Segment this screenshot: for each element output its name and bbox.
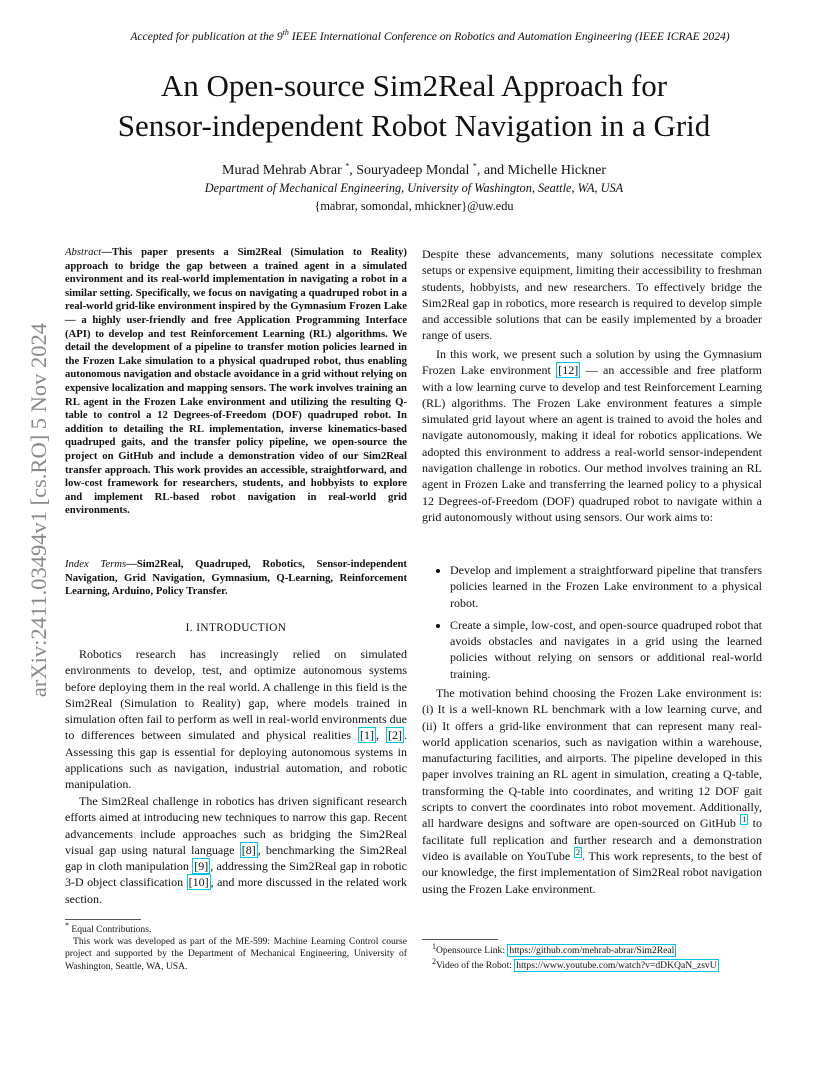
note-superscript: th [282, 28, 289, 38]
abstract-text: —This paper presents a Sim2Real (Simulation to Reality) approach to bridge the gap between a trained agent in a simulated environment and its real-world implementation in navigating a robot in a similar setting. Specifically, we focus on navigating a quadruped robot in a real-world grid-like environment inspired by the Gymnasium Frozen Lake — a highly user-friendly and free Application Programming Interface (API) to develop and test Reinforcement Learning (RL) algorithms. We detail the development of a pipeline to transfer motion policies learned in the Frozen Lake simulation to a physical quadruped robot, thus enabling autonomous navigation and obstacle avoidance in a grid without relying on expensive localization and mapping sensors. The work involves training an RL agent in the Frozen Lake environment and utilizing the resulting Q-table to control a 12 Degrees-of-Freedom (DOF) quadruped robot. In addition to detailing the RL implementation, inverse kinematics-based quadruped gaits, and the transfer policy pipeline, we open-source the project on GitHub and include a demonstration video of our Sim2Real transfer approach. This work provides an accessible, straightforward, and low-cost framework for researchers, students, and hobbyists to explore and implement RL-based robot navigation in real-world grid environments. [65, 246, 407, 517]
footnote-link[interactable]: 2 [575, 847, 580, 857]
footnote-divider [422, 939, 498, 940]
affiliation: Department of Mechanical Engineering, University of Washington, Seattle, WA, USA [204, 181, 624, 195]
citation-link[interactable]: [8] [241, 842, 256, 857]
arxiv-sidebar [17, 250, 61, 770]
index-terms-text: —Sim2Real, Quadruped, Robotics, Sensor-independent Navigation, Grid Navigation, Gymnasium, Q-Learning, Reinforcement Learning, Arduino, Policy Transfer. [65, 558, 407, 598]
title-line-2: Sensor-independent Robot Navigation in a Grid [117, 108, 711, 143]
right-paragraph-1: Despite these advancements, many solutions necessitate complex setups or expensive equipment, limiting their accessibility to freshman students, hobbyists, and new researchers. To effectively bridge the Sim2Real gap in robotics, more research is required to develop simple and accessible solutions that can be easily implemented by a broader range of users. [422, 247, 762, 343]
footnote-github: $^1$Opensource Link: https://github.com/mehrab-abrar/Sim2Real [432, 941, 675, 956]
section-heading-introduction: I. INTRODUCTION [185, 622, 287, 634]
github-link[interactable]: https://github.com/mehrab-abrar/Sim2Real [509, 945, 675, 956]
footnote-equal-contrib: * Equal Contributions. [65, 920, 152, 935]
intro-paragraph-1: Robotics research has increasingly relied on simulated environments to develop, test, and optimize autonomous systems before deploying them in the real world. A challenge in this field is the Sim2Real (Simulation to Reality) gap, where models trained in simulation often fail to perform as well in real-world environments due to differences between simulated and physical realities [1] , [2] . Assessing this gap is essential for deploying autonomous systems in applications such as navigation, industrial automation, and robotic manipulation. [65, 647, 408, 792]
youtube-link[interactable]: https://www.youtube.com/watch?v=dDKQaN_zsvU [516, 959, 717, 971]
right-paragraph-2: In this work, we present such a solution by using the Gymnasium Frozen Lake environment [12] — an accessible and free platform with a low learning curve to develop and test Reinforcement Learning (RL) algorithms. The Frozen Lake environment features a simple simulated grid layout where an agent is trained to avoid the holes and navigate autonomously, making it ideal for robotics applications. We adopted this environment to address a real-world sensor-independent navigation challenge in robotics. Our method involves training an RL agent in Frozen Lake and transferring the learned policy to a physical 12 Degrees-of-Freedom (DOF) quadruped robot to navigate within a grid autonomously without using sensors. Our work aims to: [422, 347, 762, 524]
footnote-video: $^2$Video of the Robot: https://www.youtube.com/watch?v=dDKQaN_zsvU [432, 956, 717, 971]
footnote-link[interactable]: 1 [742, 815, 747, 825]
citation-link[interactable]: [2] [388, 728, 403, 743]
list-item: • Develop and implement a straightforward pipeline that transfers policies learned in the Frozen Lake environment to a physical robot. [450, 562, 762, 611]
right-paragraph-3: The motivation behind choosing the Frozen Lake environment is: (i) It is a well-known RL benchmark with a low learning curve, and (ii) It offers a grid-like environment that can represent many real-world application scenarios, such as navigation within a warehouse, manufacturing facilities, and airports. The pipeline developed in this paper involves training an RL agent in simulation, creating a Q-table, transforming the Q-table into coordinates, and writing 12 DOF gait scripts to convert the coordinates into robot movement. Additionally, all hardware designs and software are open-sourced on GitHub $^1$ to facilitate full replication and further research and a demonstration video is available on YouTube $^2$ . This work represents, to the best of our knowledge, the first implementation of Sim2Real robot navigation using the Frozen Lake environment. [422, 686, 762, 896]
paper-title [60, 66, 768, 146]
citation-link[interactable]: [10] [188, 875, 209, 890]
author-emails: {mabrar, somondal, mhickner}@uw.edu [314, 199, 514, 213]
citation-link[interactable]: [1] [360, 728, 375, 743]
author-list: Murad Mehrab Abrar *, Souryadeep Mondal *, and Michelle Hickner [222, 161, 606, 178]
footnotes-right [432, 941, 772, 973]
footnote-divider [65, 919, 141, 920]
arxiv-id-text: arXiv:2411.03494v1 [cs.RO] 5 Nov 2024 [26, 322, 51, 698]
citation-link[interactable]: [12] [558, 363, 579, 378]
citation-link[interactable]: [9] [194, 859, 209, 874]
abstract [65, 246, 407, 518]
publication-note: Accepted for publication at the 9th IEEE International Conference on Robotics and Automation Engineering (IEEE ICRAE 2024) [130, 28, 730, 43]
intro-paragraph-2: The Sim2Real challenge in robotics has driven significant research efforts aimed at introducing new techniques to narrow this gap. Recent advancements include approaches such as bridging the Sim2Real visual gap using natural language [8] , benchmarking the Sim2Real gap in cloth manipulation [9] , addressing the Sim2Real gap in robotic 3-D object classification [10] , and more discussed in the related work section. [65, 794, 408, 906]
title-line-1: An Open-source Sim2Real Approach for [160, 68, 668, 103]
footnote-support: This work was developed as part of the ME-599: Machine Learning Control course project and supported by the Department of Mechanical Engineering, University of Washington, Seattle, WA, USA. [65, 936, 407, 972]
list-item: • Create a simple, low-cost, and open-source quadruped robot that avoids obstacles and navigates in a grid using the learned policies without relying on sensors or additional real-world training. [450, 617, 762, 682]
index-terms [65, 558, 407, 599]
index-terms-label: Index Terms [65, 558, 127, 570]
footnotes-left [65, 920, 407, 973]
aims-list [430, 562, 762, 688]
abstract-label: Abstract [65, 246, 102, 258]
